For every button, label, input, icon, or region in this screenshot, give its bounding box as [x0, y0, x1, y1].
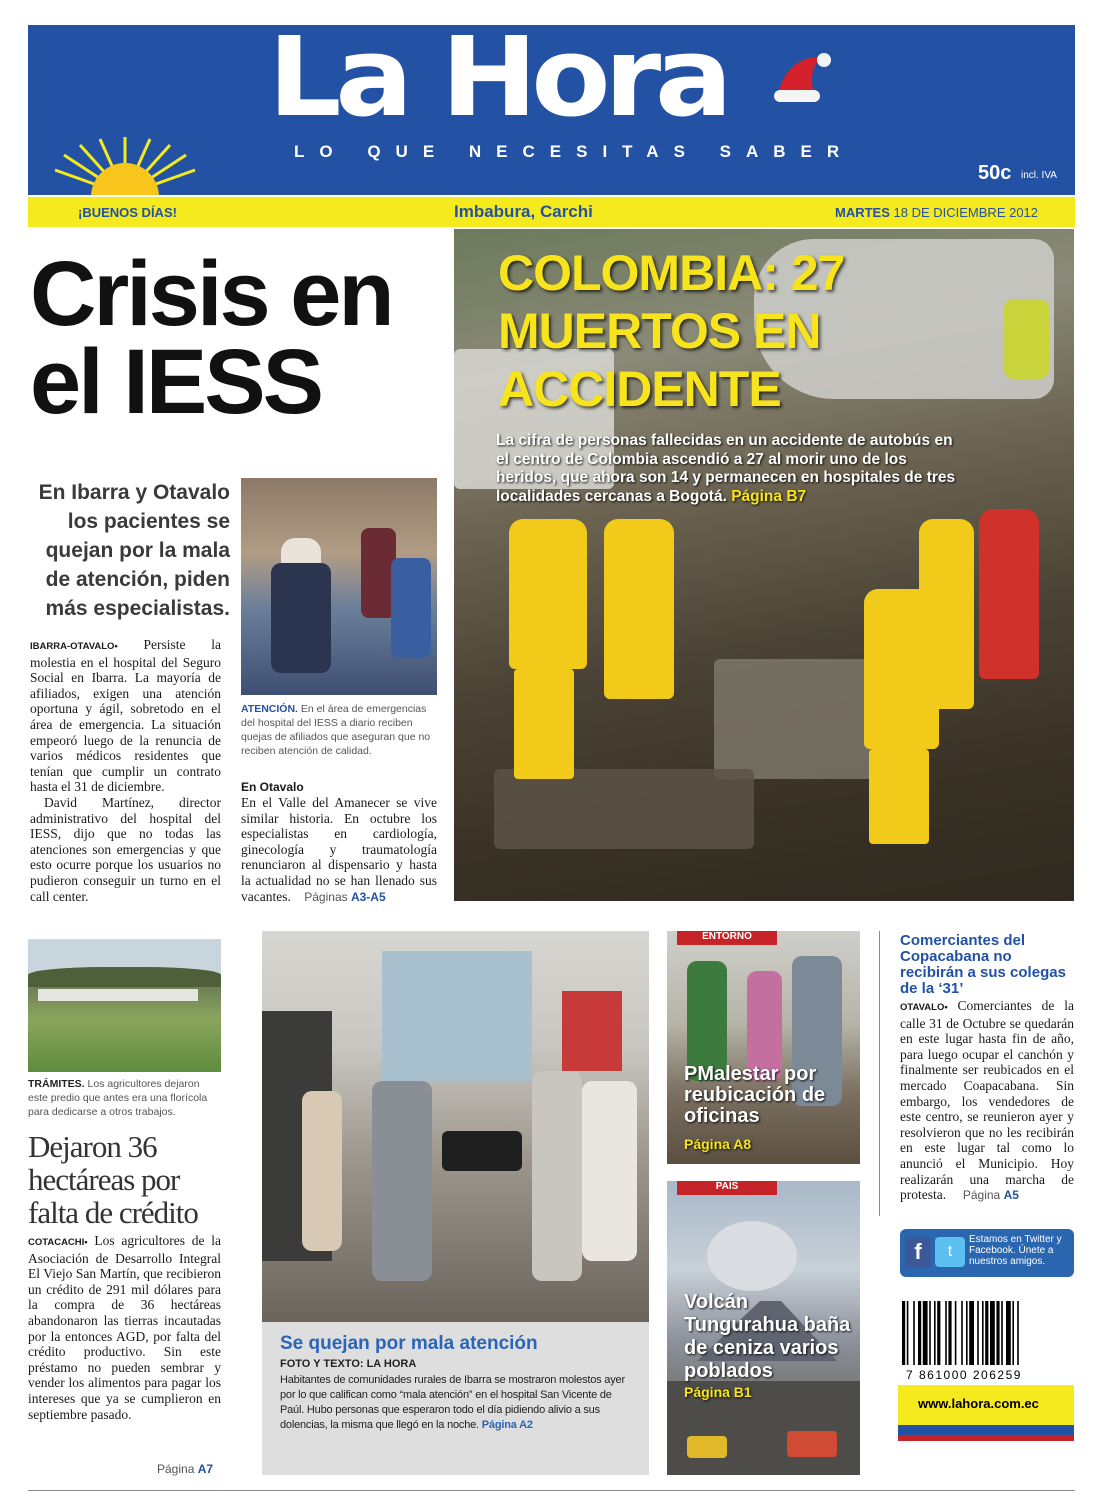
crisis-body	[30, 637, 221, 904]
hospital-body	[280, 1373, 635, 1433]
comerciantes-page-ref[interactable]	[950, 1188, 1019, 1202]
barcode-bars	[898, 1301, 1074, 1365]
farm-photo-caption	[28, 1077, 221, 1119]
dejaron-headline[interactable]: Dejaron 36 hectáreas por falta de crédito	[28, 1129, 198, 1230]
iess-caption-label: ATENCIÓN.	[241, 703, 298, 715]
iess-caption-text: En el área de emergencias del hospital del IESS a diario reciben quejas de afiliados que aseguran que no reciben atención de calidad.	[241, 703, 431, 757]
sun-logo-icon	[50, 135, 200, 195]
issue-date	[835, 205, 1038, 220]
iess-waiting-room-photo	[241, 478, 437, 695]
newspaper-logo[interactable]: La Hora	[268, 13, 727, 141]
colombia-headline-line1: COLOMBIA: 27	[498, 245, 845, 301]
pais-section-tag: PAÍS	[677, 1181, 777, 1195]
price-note: incl. IVA	[1021, 170, 1057, 181]
farm-caption-text: Los agricultores dejaron este predio que antes era una florícola para dedicarse a otros trabajos.	[28, 1078, 208, 1118]
price: 50c	[978, 162, 1012, 184]
crisis-page-ref[interactable]	[294, 890, 385, 904]
pais-headline[interactable]: Volcán Tungurahua baña de ceniza varios poblados	[684, 1291, 851, 1382]
greeting: ¡BUENOS DÍAS!	[78, 205, 177, 220]
hospital-body-text: Habitantes de comunidades rurales de Ibarra se mostraron molestos ayer por lo que califican como “mala atención” en el hospital San Vicente de Paúl. Hubo personas que esperaron todo el día pidiendo alivio a sus dolencias, la misma que llegó en la noche.	[280, 1374, 625, 1431]
crisis-page-number: A3-A5	[350, 889, 386, 904]
comerciantes-body-text: Comerciantes de la calle 31 de Octubre se quedarán en este lugar hasta fin de año, para luego ocupar el canchón y finalmente ser reubicados en el mercado Coapacabana. Sin embargo, los vendedores de este centro, se reunieron ayer y resolvieron que no les recibirán en este lugar tal como lo anunció el Municipio. Hoy realizarán una marcha de protesta.	[900, 998, 1074, 1203]
social-media-text: Estamos en Twitter y Facebook. Únete a nuestros amigos.	[969, 1234, 1062, 1267]
colombia-headline[interactable]	[498, 244, 968, 418]
crisis-deck: En Ibarra y Otavalo los pacientes se quejan por la mala de atención, piden más especialistas.	[38, 481, 230, 620]
comerciantes-body	[900, 998, 1074, 1204]
crisis-headline[interactable]	[30, 243, 440, 433]
crisis-page-label: Páginas	[304, 889, 348, 904]
dejaron-page-ref[interactable]	[157, 1462, 213, 1476]
website-red-stripe	[898, 1435, 1074, 1441]
date-rest: 18 DE DICIEMBRE 2012	[893, 205, 1039, 220]
farm-caption-label: TRÁMITES.	[28, 1078, 85, 1090]
hospital-stretcher-photo	[262, 931, 649, 1322]
santa-hat-icon	[772, 50, 836, 106]
bottom-divider	[28, 1490, 1075, 1491]
dejaron-body	[28, 1233, 221, 1422]
crisis-dateline: IBARRA-OTAVALO•	[30, 641, 118, 652]
entorno-page-ref[interactable]: Página A8	[684, 1136, 752, 1152]
comerciantes-headline[interactable]: Comerciantes del Copacabana no recibirán a sus colegas de la ‘31’	[900, 932, 1066, 997]
dejaron-page-number: A7	[197, 1462, 214, 1476]
otavalo-body-text: En el Valle del Amanecer se vive similar historia. En octubre los especialistas en cardiología, ginecología y traumatología renunciaron al dispensario y hasta la actualidad no se han llenado sus vacantes.	[241, 795, 437, 904]
otavalo-body	[241, 795, 437, 905]
hospital-page-ref[interactable]: Página A2	[481, 1419, 533, 1431]
twitter-icon[interactable]: t	[935, 1237, 965, 1267]
colombia-headline-line3: ACCIDENTE	[498, 361, 781, 417]
date-day: MARTES	[835, 205, 890, 220]
slogan: LO QUE NECESITAS SABER	[294, 142, 855, 161]
colombia-deck	[496, 432, 956, 506]
crisis-body-p2: David Martínez, director administrativo del hospital del IESS, dijo que no todas las atenciones son emergencias y que esto ocurre porque los usuarios no pudieron conseguir un turno en el call center.	[30, 794, 221, 904]
hospital-photo-credit: FOTO Y TEXTO: LA HORA	[280, 1358, 417, 1370]
facebook-icon[interactable]: f	[905, 1237, 931, 1267]
website-link[interactable]: www.lahora.com.ec	[918, 1396, 1039, 1411]
dejaron-body-text: Los agricultores de la Asociación de Desarrollo Integral El Viejo San Martín, que recibieron un crédito de 291 mil dólares para la compra de 36 hectáreas abandonaron las tierras incautadas por la entonces AGD, por falta del crédito productivo. Sin este préstamo no pueden sembrar y vender los alimentos para pagar los intereses que ya se cumplieron en septiembre pasado.	[28, 1233, 221, 1422]
dejaron-page-label: Página	[157, 1462, 195, 1476]
hospital-headline[interactable]: Se quejan por mala atención	[280, 1333, 538, 1354]
entorno-section-tag: ENTORNO	[677, 931, 777, 945]
colombia-headline-line2: MUERTOS EN	[498, 303, 821, 359]
website-blue-stripe	[898, 1425, 1074, 1435]
entorno-headline[interactable]: PMalestar por reubicación de oficinas	[684, 1063, 826, 1127]
crisis-headline-line1: Crisis en	[30, 243, 392, 345]
barcode-number: 7 861000 206259	[906, 1368, 1022, 1382]
pais-page-ref[interactable]: Página B1	[684, 1384, 752, 1400]
crisis-body-p1: Persiste la molestia en el hospital del Seguro Social en Ibarra. La mayoría de afiliados, exigen una atención oportuna y ágil, sobretodo en el área de emergencia. La situación empeoró luego de la renuncia de varios médicos residentes que tenían que cumplir un contrato hasta el 31 de diciembre.	[30, 637, 221, 795]
colombia-page-ref[interactable]: Página B7	[731, 487, 807, 505]
iess-photo-caption	[241, 702, 437, 758]
colombia-deck-text: La cifra de personas fallecidas en un accidente de autobús en el centro de Colombia ascendió a 27 al morir uno de los heridos, que ahora son 14 y permanecen en hospitales de tres localidades cercanas a Bogotá.	[496, 432, 956, 505]
crisis-headline-line2: el IESS	[30, 331, 321, 433]
farm-field-photo	[28, 939, 221, 1072]
comerciantes-page-label: Página	[962, 1188, 1001, 1203]
column-divider	[879, 931, 880, 1216]
comerciantes-page-number: A5	[1003, 1188, 1019, 1203]
comerciantes-dateline: OTAVALO•	[900, 1002, 948, 1013]
dejaron-dateline: COTACACHI•	[28, 1237, 88, 1248]
edition-region: Imbabura, Carchi	[454, 202, 593, 221]
otavalo-subhead: En Otavalo	[241, 780, 304, 794]
entorno-office-photo	[667, 931, 860, 1164]
